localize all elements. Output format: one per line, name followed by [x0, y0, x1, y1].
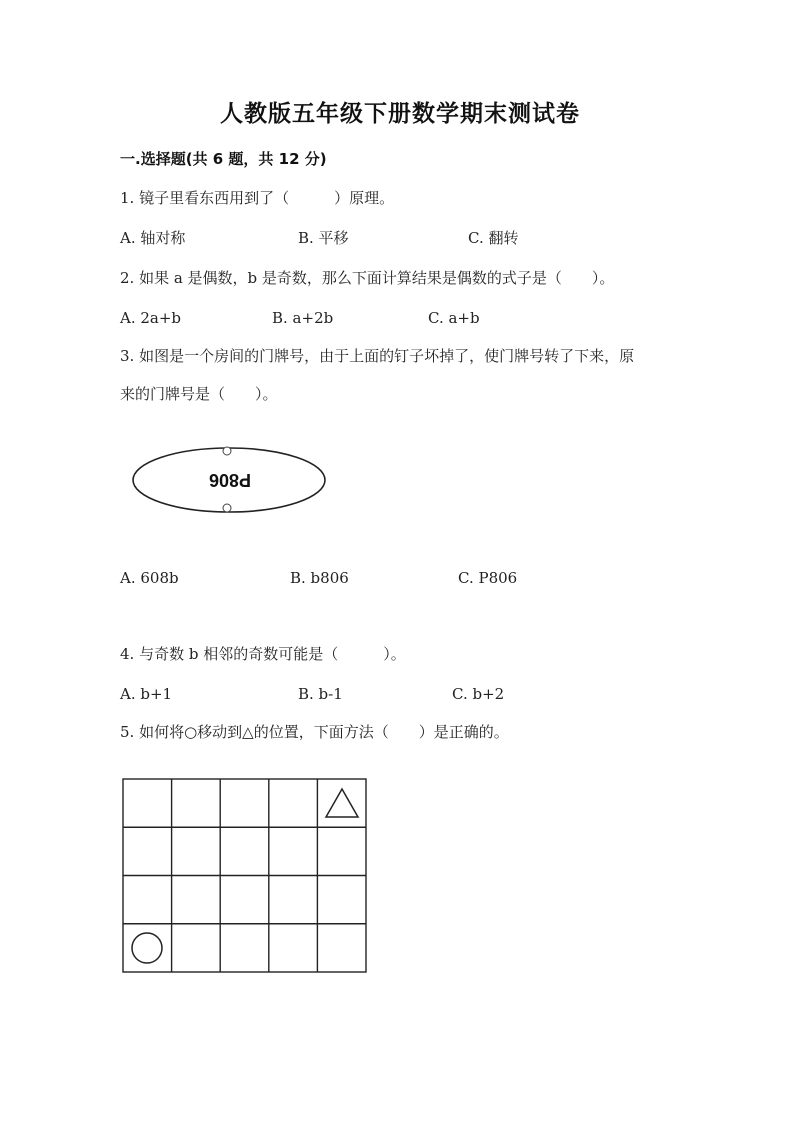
page-title: 人教版五年级下册数学期末测试卷	[220, 101, 580, 127]
question-1-option-c: C. 翻转	[468, 229, 519, 247]
question-4-option-c: C. b+2	[452, 685, 505, 703]
triangle-target	[326, 789, 358, 817]
question-1-option-a: A. 轴对称	[120, 229, 186, 247]
question-4-option-a: A. b+1	[120, 685, 173, 703]
question-3-stem-line-2: 来的门牌号是（ ）。	[120, 385, 278, 403]
question-2-stem: 2. 如果 a 是偶数，b 是奇数，那么下面计算结果是偶数的式子是（ ）。	[120, 269, 615, 287]
door-plate-number: P806	[208, 470, 252, 490]
question-1-option-b: B. 平移	[298, 229, 349, 247]
question-3-option-c: C. P806	[458, 569, 518, 587]
question-3-stem-line-1: 3. 如图是一个房间的门牌号，由于上面的钉子坏掉了，使门牌号转了下来，原	[120, 347, 635, 365]
question-3-option-b: B. b806	[290, 569, 349, 587]
question-3-option-a: A. 608b	[120, 569, 179, 587]
grid-figure	[122, 778, 368, 974]
question-2-option-b: B. a+2b	[272, 309, 334, 327]
question-2-option-a: A. 2a+b	[120, 309, 182, 327]
nail-hole-bottom	[223, 504, 231, 512]
section-heading: 一.选择题(共 6 题，共 12 分)	[120, 150, 327, 168]
door-plate-figure	[130, 442, 334, 518]
question-4-option-b: B. b-1	[298, 685, 343, 703]
question-4-stem: 4. 与奇数 b 相邻的奇数可能是（ ）。	[120, 645, 406, 663]
question-1-stem: 1. 镜子里看东西用到了（ ）原理。	[120, 189, 395, 207]
grid-lines	[123, 779, 366, 972]
circle-start	[132, 933, 162, 963]
question-2-option-c: C. a+b	[428, 309, 480, 327]
nail-hole-top	[223, 447, 231, 455]
question-5-stem: 5. 如何将○移动到△的位置，下面方法（ ）是正确的。	[120, 723, 509, 741]
